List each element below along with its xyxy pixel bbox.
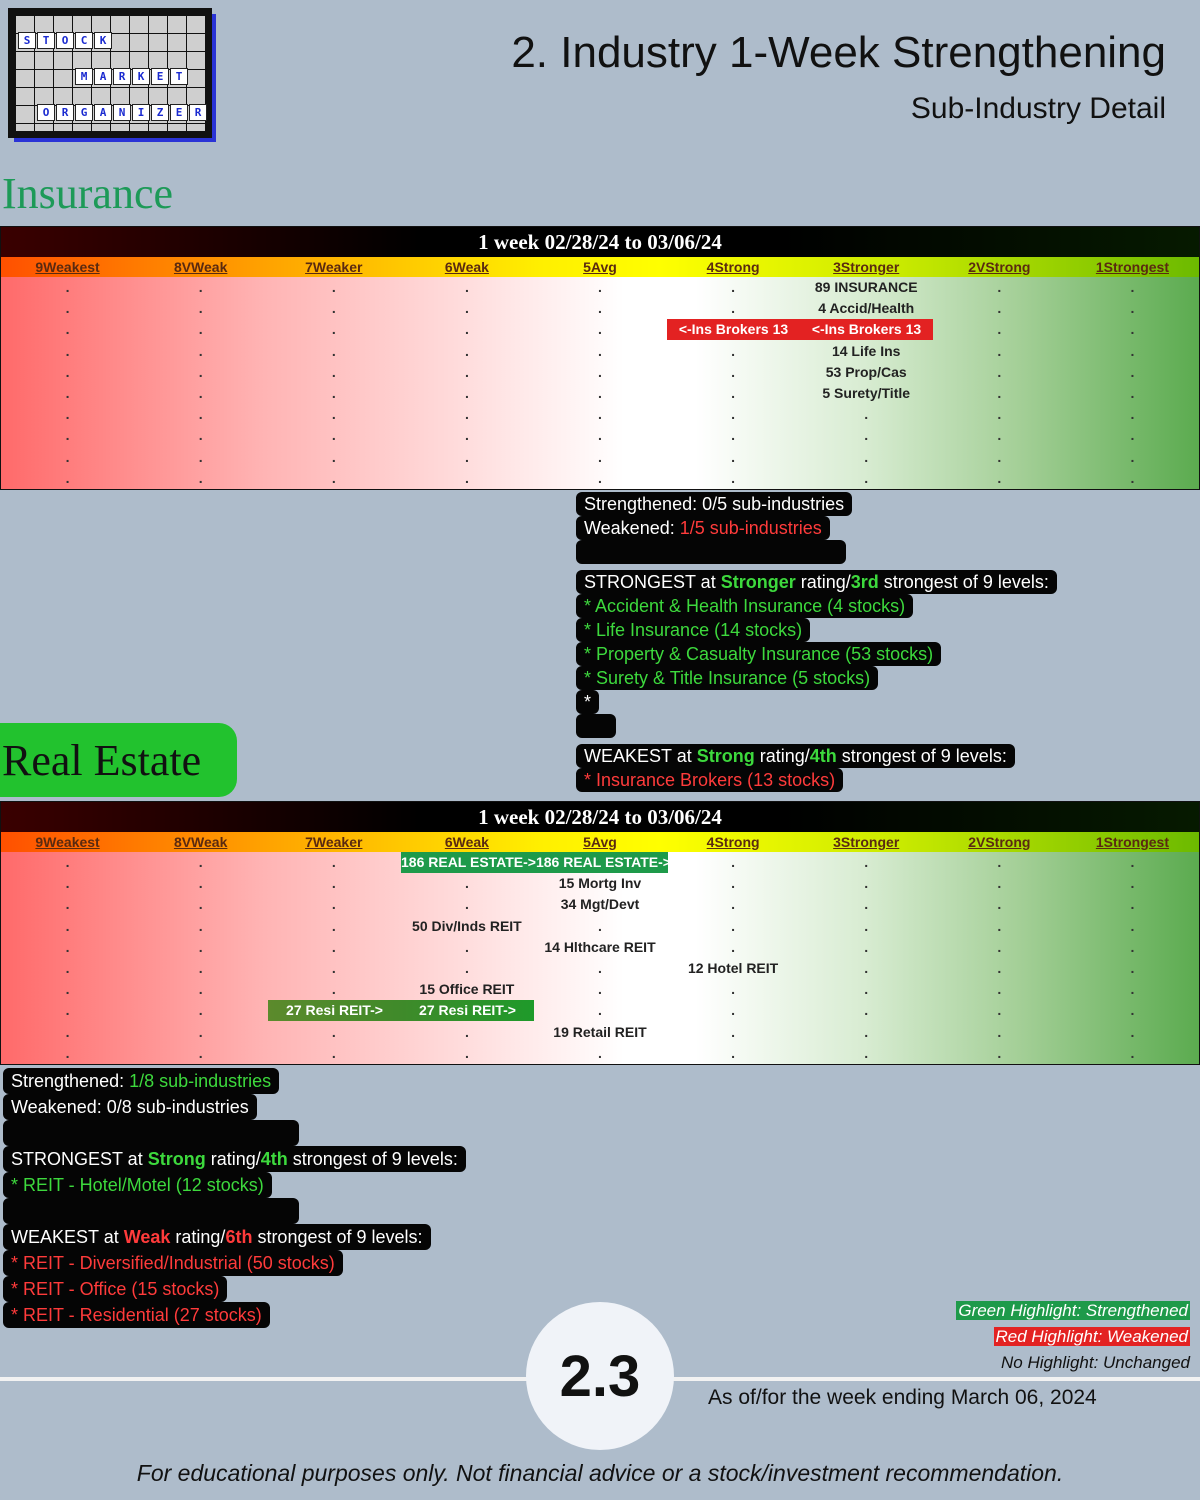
level-header-1strongest: 1Strongest [1095,834,1169,850]
summary-item-row [576,666,1057,690]
table-row [1,468,1199,489]
empty-cell-dot: . [731,917,736,934]
highlight-from-label: 186 REAL ESTATE-> [401,854,536,870]
empty-cell-dot: . [464,469,469,486]
table-row [1,319,1199,340]
empty-cell-dot: . [1130,854,1135,870]
table-row [1,894,1199,915]
empty-cell-dot: . [331,363,336,380]
empty-cell-dot: . [65,448,70,465]
logo-letter: K [94,32,112,49]
empty-cell-dot: . [997,469,1002,486]
empty-cell-dot: . [864,896,869,913]
empty-cell-dot: . [997,1002,1002,1019]
as-of-date: As of/for the week ending March 06, 2024 [708,1386,1097,1409]
summary-item: * Property & Casualty Insurance (53 stocks) [576,642,941,666]
sub-industry-cell: 4 Accid/Health [818,300,915,317]
logo-letter: A [94,104,112,121]
strongest-heading: STRONGEST at Strong rating/4th strongest of 9 levels: [3,1146,466,1172]
empty-cell-dot: . [198,1002,203,1019]
empty-cell-dot: . [1130,321,1135,338]
logo-letter: E [151,68,169,85]
table-row [1,979,1199,1000]
empty-cell-dot: . [198,854,203,870]
summary-item-row [576,594,1057,618]
empty-cell-dot: . [331,321,336,338]
empty-cell-dot: . [331,342,336,359]
empty-cell-dot: . [1130,981,1135,998]
empty-cell-dot: . [464,300,469,317]
empty-cell-dot: . [1130,896,1135,913]
empty-cell-dot: . [65,981,70,998]
summary-item: * REIT - Diversified/Industrial (50 stocks) [3,1250,343,1276]
summary-item: * Accident & Health Insurance (4 stocks) [576,594,913,618]
logo-letter: T [170,68,188,85]
empty-cell-dot: . [65,384,70,401]
empty-cell-dot: . [331,896,336,913]
empty-cell-dot: . [331,300,336,317]
empty-cell-dot: . [864,875,869,892]
level-header-3stronger: 3Stronger [833,834,900,850]
empty-cell-dot: . [1130,959,1135,976]
highlight-from-label: <-Ins Brokers 13 [678,321,789,337]
real-estate-strengthened-highlight [401,852,671,873]
level-header-5avg: 5Avg [583,834,617,850]
empty-cell-dot: . [731,279,736,295]
empty-cell-dot: . [598,321,602,338]
resi-reit-strengthened-highlight [268,1000,534,1021]
empty-cell-dot: . [331,448,336,465]
level-header-9weakest: 9Weakest [35,259,100,275]
empty-cell-dot: . [731,363,736,380]
real-estate-summary [3,1068,466,1328]
logo-letter: N [113,104,131,121]
table-row [1,1043,1199,1064]
empty-cell-dot: . [464,342,469,359]
empty-cell-dot: . [464,321,469,338]
table-row [1,425,1199,446]
empty-cell-dot: . [598,469,602,486]
empty-cell-dot: . [1130,1044,1135,1061]
empty-cell-dot: . [731,342,736,359]
star-line: * [576,690,599,714]
empty-cell-dot: . [997,854,1002,870]
empty-cell-dot: . [731,427,736,444]
legend-green: Green Highlight: Strengthened [958,1301,1188,1320]
empty-cell-dot: . [65,342,70,359]
empty-cell-dot: . [1130,938,1135,955]
sub-industry-cell: 19 Retail REIT [553,1023,647,1040]
summary-item-row [3,1250,466,1276]
empty-cell-dot: . [731,1002,736,1019]
empty-cell-dot: . [997,917,1002,934]
empty-cell-dot: . [1130,448,1135,465]
empty-cell-dot: . [331,279,336,295]
logo-letter: G [75,104,93,121]
empty-cell-dot: . [331,384,336,401]
empty-cell-dot: . [997,959,1002,976]
empty-cell-dot: . [198,321,203,338]
empty-cell-dot: . [198,406,203,423]
legend-red: Red Highlight: Weakened [995,1327,1188,1346]
empty-cell-dot: . [1130,1002,1135,1019]
empty-cell-dot: . [1130,1023,1135,1040]
empty-cell-dot: . [331,875,336,892]
table-row [1,958,1199,979]
empty-cell-dot: . [464,896,469,913]
level-header-1strongest: 1Strongest [1095,259,1169,275]
empty-cell-dot: . [598,300,602,317]
summary-item-row [3,1172,466,1198]
empty-cell-dot: . [997,1023,1002,1040]
level-header-2vstrong: 2VStrong [968,259,1031,275]
strengthened-line: Strengthened: 1/8 sub-industries [3,1068,279,1094]
empty-cell-dot: . [731,469,736,486]
logo-letter: I [132,104,150,121]
empty-cell-dot: . [864,1002,869,1019]
empty-cell-dot: . [198,448,203,465]
empty-cell-dot: . [598,917,602,934]
table-row [1,383,1199,404]
empty-cell-dot: . [464,279,469,295]
logo-letter: R [189,104,207,121]
empty-cell-dot: . [65,427,70,444]
level-header-5avg: 5Avg [583,259,617,275]
level-header-7weaker: 7Weaker [305,259,363,275]
empty-cell-dot: . [464,363,469,380]
logo-letter: O [56,32,74,49]
empty-cell-dot: . [1130,875,1135,892]
empty-cell-dot: . [864,938,869,955]
sub-industry-cell: 53 Prop/Cas [825,363,907,380]
empty-cell-dot: . [331,1023,336,1040]
empty-cell-dot: . [464,1044,469,1061]
empty-cell-dot: . [598,1002,602,1019]
strengthened-line: Strengthened: 0/5 sub-industries [576,492,852,516]
empty-cell-dot: . [464,1023,469,1040]
empty-cell-dot: . [598,427,602,444]
empty-cell-dot: . [198,959,203,976]
highlight-to-label: 186 REAL ESTATE-> [535,854,671,870]
disclaimer: For educational purposes only. Not financial advice or a stock/investment recommendation. [136,1460,1064,1486]
empty-cell-dot: . [331,938,336,955]
empty-cell-dot: . [864,406,869,423]
empty-cell-dot: . [731,981,736,998]
empty-cell-dot: . [65,321,70,338]
summary-item: * Insurance Brokers (13 stocks) [576,768,843,792]
empty-cell-dot: . [864,448,869,465]
empty-cell-dot: . [997,448,1002,465]
insurance-section-title: Insurance [2,169,174,218]
empty-cell-dot: . [65,875,70,892]
logo-letter: A [94,68,112,85]
table-row [1,447,1199,468]
empty-cell-dot: . [598,363,602,380]
highlight-from-label: 27 Resi REIT-> [286,1002,383,1018]
summary-item: * Life Insurance (14 stocks) [576,618,810,642]
page-title: 2. Industry 1-Week Strengthening [511,28,1166,77]
table-row [1,873,1199,894]
insurance-table-body [1,277,1199,489]
logo-letter: Z [151,104,169,121]
logo-letter: K [132,68,150,85]
empty-cell-dot: . [198,279,203,295]
empty-cell-dot: . [65,300,70,317]
empty-cell-dot: . [331,427,336,444]
empty-cell-dot: . [598,1044,602,1061]
empty-cell-dot: . [65,854,70,870]
empty-cell-dot: . [731,300,736,317]
logo-letter: M [75,68,93,85]
empty-cell-dot: . [65,279,70,295]
empty-cell-dot: . [464,384,469,401]
summary-item-row [576,642,1057,666]
logo-letter: R [113,68,131,85]
empty-cell-dot: . [1130,300,1135,317]
summary-item-row [576,618,1057,642]
empty-cell-dot: . [997,321,1002,338]
level-header-7weaker: 7Weaker [305,834,363,850]
empty-cell-dot: . [598,448,602,465]
empty-cell-dot: . [65,1044,70,1061]
summary-item: * REIT - Office (15 stocks) [3,1276,227,1302]
real-estate-table [0,801,1200,1065]
real-estate-table-body [1,852,1199,1064]
empty-cell-dot: . [731,854,736,870]
weakened-line: Weakened: 0/8 sub-industries [3,1094,257,1120]
empty-cell-dot: . [997,279,1002,295]
level-header-6weak: 6Weak [444,834,489,850]
table-row [1,341,1199,362]
empty-cell-dot: . [1130,427,1135,444]
empty-cell-dot: . [598,384,602,401]
empty-cell-dot: . [1130,917,1135,934]
empty-cell-dot: . [198,363,203,380]
weakest-heading: WEAKEST at Strong rating/4th strongest of 9 levels: [576,744,1015,768]
stock-market-organizer-logo [8,8,216,142]
empty-cell-dot: . [198,384,203,401]
empty-cell-dot: . [198,1023,203,1040]
empty-cell-dot: . [331,981,336,998]
empty-cell-dot: . [997,1044,1002,1061]
empty-cell-dot: . [331,1044,336,1061]
empty-cell-dot: . [997,875,1002,892]
sub-industry-cell: 15 Office REIT [419,981,515,998]
empty-cell-dot: . [65,1023,70,1040]
empty-cell-dot: . [598,279,602,295]
summary-item-row [3,1276,466,1302]
summary-item-row [576,768,1057,792]
empty-cell-dot: . [198,896,203,913]
summary-item: * Surety & Title Insurance (5 stocks) [576,666,878,690]
insurance-level-header [1,257,1199,277]
sub-industry-cell: 14 Life Ins [831,342,901,359]
insurance-summary [576,492,1057,792]
highlight-to-label: 27 Resi REIT-> [419,1002,516,1018]
weakest-heading: WEAKEST at Weak rating/6th strongest of 9 levels: [3,1224,431,1250]
level-header-8vweak: 8VWeak [173,834,228,850]
empty-cell-dot: . [198,875,203,892]
level-header-4strong: 4Strong [706,259,760,275]
empty-cell-dot: . [65,917,70,934]
strongest-heading: STRONGEST at Stronger rating/3rd strongest of 9 levels: [576,570,1057,594]
empty-cell-dot: . [598,981,602,998]
empty-cell-dot: . [198,427,203,444]
level-header-8vweak: 8VWeak [173,259,228,275]
empty-cell-dot: . [65,406,70,423]
empty-cell-dot: . [731,406,736,423]
empty-cell-dot: . [464,938,469,955]
legend-none: No Highlight: Unchanged [1000,1353,1190,1372]
empty-cell-dot: . [65,938,70,955]
table-row [1,404,1199,425]
summary-item: * REIT - Residential (27 stocks) [3,1302,270,1328]
logo-letter: E [170,104,188,121]
empty-cell-dot: . [1130,406,1135,423]
empty-cell-dot: . [65,896,70,913]
level-header-9weakest: 9Weakest [35,834,100,850]
empty-cell-dot: . [864,854,869,870]
insurance-table-title: 1 week 02/28/24 to 03/06/24 [1,227,1199,257]
table-row [1,937,1199,958]
sub-industry-cell: 14 Hlthcare REIT [544,938,656,955]
highlight-to-label: <-Ins Brokers 13 [811,321,922,337]
empty-cell-dot: . [997,363,1002,380]
empty-cell-dot: . [464,875,469,892]
empty-cell-dot: . [864,959,869,976]
empty-cell-dot: . [331,854,336,870]
empty-cell-dot: . [198,342,203,359]
empty-cell-dot: . [864,1023,869,1040]
empty-cell-dot: . [1130,384,1135,401]
empty-cell-dot: . [731,938,736,955]
sub-industry-cell: 34 Mgt/Devt [560,896,640,913]
empty-cell-dot: . [598,406,602,423]
empty-cell-dot: . [331,917,336,934]
empty-cell-dot: . [598,959,602,976]
empty-cell-dot: . [1130,279,1135,295]
logo-letter: C [75,32,93,49]
highlight-legend [956,1298,1190,1376]
empty-cell-dot: . [731,1044,736,1061]
empty-cell-dot: . [198,938,203,955]
insurance-brokers-weakened-highlight [667,319,933,340]
empty-cell-dot: . [1130,342,1135,359]
sub-industry-cell: 12 Hotel REIT [687,959,779,976]
sub-industry-cell: 50 Div/Inds REIT [412,917,522,934]
empty-cell-dot: . [598,342,602,359]
empty-cell-dot: . [997,342,1002,359]
empty-cell-dot: . [997,427,1002,444]
empty-cell-dot: . [331,469,336,486]
level-header-3stronger: 3Stronger [833,259,900,275]
table-row [1,277,1199,298]
table-row [1,916,1199,937]
empty-cell-dot: . [65,363,70,380]
table-row [1,362,1199,383]
empty-cell-dot: . [731,448,736,465]
level-header-2vstrong: 2VStrong [968,834,1031,850]
summary-item-row [3,1302,466,1328]
real-estate-level-header [1,832,1199,852]
logo-letter: S [18,32,36,49]
empty-cell-dot: . [198,917,203,934]
table-row [1,1022,1199,1043]
empty-cell-dot: . [198,1044,203,1061]
logo-letter: T [37,32,55,49]
empty-cell-dot: . [731,1023,736,1040]
empty-cell-dot: . [331,406,336,423]
empty-cell-dot: . [997,981,1002,998]
empty-cell-dot: . [864,427,869,444]
empty-cell-dot: . [65,959,70,976]
level-header-4strong: 4Strong [706,834,760,850]
empty-cell-dot: . [997,384,1002,401]
empty-cell-dot: . [198,300,203,317]
empty-cell-dot: . [997,938,1002,955]
empty-cell-dot: . [731,875,736,892]
empty-cell-dot: . [331,959,336,976]
real-estate-table-title: 1 week 02/28/24 to 03/06/24 [1,802,1199,832]
empty-cell-dot: . [864,469,869,486]
empty-cell-dot: . [464,448,469,465]
empty-cell-dot: . [1130,363,1135,380]
empty-cell-dot: . [864,981,869,998]
sub-industry-cell: 89 INSURANCE [814,279,918,295]
logo-letter: O [37,104,55,121]
empty-cell-dot: . [997,300,1002,317]
empty-cell-dot: . [864,917,869,934]
level-header-6weak: 6Weak [444,259,489,275]
empty-cell-dot: . [864,1044,869,1061]
empty-cell-dot: . [1130,469,1135,486]
empty-cell-dot: . [997,896,1002,913]
empty-cell-dot: . [198,469,203,486]
summary-item: * REIT - Hotel/Motel (12 stocks) [3,1172,272,1198]
weakened-line: Weakened: 1/5 sub-industries [576,516,830,540]
empty-cell-dot: . [198,981,203,998]
page-subtitle: Sub-Industry Detail [910,92,1166,125]
empty-cell-dot: . [65,1002,70,1019]
empty-cell-dot: . [464,406,469,423]
empty-cell-dot: . [464,959,469,976]
sub-industry-cell: 15 Mortg Inv [558,875,642,892]
logo-letter: R [56,104,74,121]
empty-cell-dot: . [464,427,469,444]
table-row [1,1000,1199,1021]
empty-cell-dot: . [65,469,70,486]
real-estate-section-title: Real Estate [2,736,202,785]
insurance-table [0,226,1200,490]
table-row [1,298,1199,319]
page-number-badge: 2.3 [526,1302,674,1450]
empty-cell-dot: . [731,896,736,913]
empty-cell-dot: . [997,406,1002,423]
sub-industry-cell: 5 Surety/Title [822,384,911,401]
empty-cell-dot: . [731,384,736,401]
